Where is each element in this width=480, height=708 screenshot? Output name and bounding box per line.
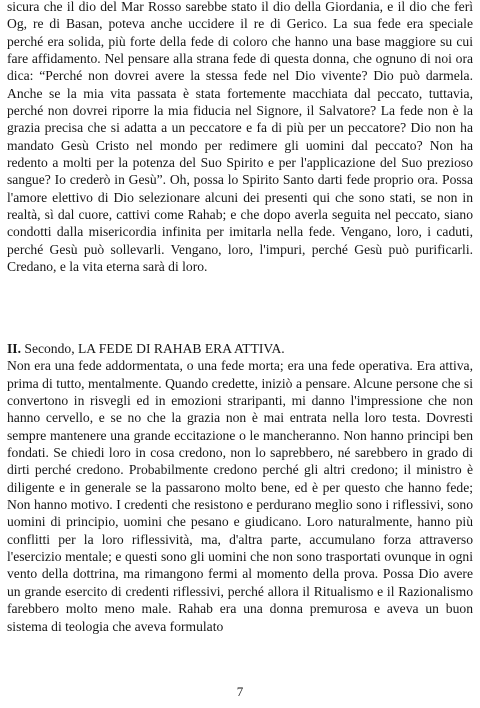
paragraph-2: Non era una fede addormentata, o una fede morta; era una fede operativa. Era attiva, prima di tutto, mentalmente. Quando credette, iniziò a pensare. Alcune persone che si convertono in risvegli ed in emozioni straripanti, mi danno l'impressione che non hanno cervello, e se no che la grazia non è mai entrata nella loro testa. Dovresti sempre mantenere una grande eccitazione o le mancheranno. Non hanno principi ben fondati. Se chiedi loro in cosa credono, non lo saprebbero, né sarebbero in grado di dirti perché credono. Probabilmente credono perché gli altri credono; il ministro è diligente e in generale se la passarono molto bene, ed è per questo che hanno fede; Non hanno motivo. I credenti che resistono e perdurano meglio sono i riflessivi, sono uomini di principio, uomini che pesano e giudicano. Loro naturalmente, hanno più conflitti per la loro riflessività, ma, d'altra parte, accumulano forza attraverso l'esercizio mentale; e questi sono gli uomini che non sono trasportati ovunque in ogni vento della dottrina, ma rimangono fermi al momento della prova. Possa Dio avere un grande esercito di credenti riflessivi, perché allora il Ritualismo e il Razionalismo farebbero molto meno male. Rahab era una donna premurosa e aveva un buon sistema di teologia che aveva formulato	[7, 358, 473, 634]
page-number: 7	[236, 684, 244, 699]
section-heading	[7, 340, 473, 357]
paragraph-1: sicura che il dio del Mar Rosso sarebbe stato il dio della Giordania, e il dio che ferì Og, re di Basan, poteva anche uccidere il re di Gerico. La sua fede era speciale perché era solida, più forte della fede di coloro che hanno una base maggiore su cui fare affidamento. Nel pensare alla strana fede di questa donna, che ognuno di noi ora dica: “Perché non dovrei avere la stessa fede nel Dio vivente? Dio può darmela. Anche se la mia vita passata è stata fortemente macchiata dal peccato, tuttavia, perché non dovrei riporre la mia fiducia nel Signore, il Salvatore? La fede non è la grazia precisa che si adatta a un peccatore e fa di più per un peccatore? Dio non ha mandato Gesù Cristo nel mondo per redimere gli uomini dal peccato? Non ha redento a molti per la potenza del Suo Spirito e per l'applicazione del Suo prezioso sangue? Io crederò in Gesù”. Oh, possa lo Spirito Santo darti fede proprio ora. Possa l'amore elettivo di Dio selezionare alcuni dei presenti qui che sono stati, se non in realtà, sì dal cuore, cattivi come Rahab; e che dopo averla seguita nel peccato, siano condotti dalla misericordia infinita per imitarla nella fede. Vengano, loro, i caduti, perché Gesù può sollevarli. Vengano, loro, l'impuri, perché Gesù può purificarli. Credano, e la vita eterna sarà di loro.	[7, 0, 473, 275]
body-text-section-2	[7, 340, 473, 635]
section-heading-text: Secondo, LA FEDE DI RAHAB ERA ATTIVA.	[20, 341, 285, 356]
body-text-section-1	[7, 0, 473, 276]
section-heading-number: II.	[7, 341, 21, 356]
